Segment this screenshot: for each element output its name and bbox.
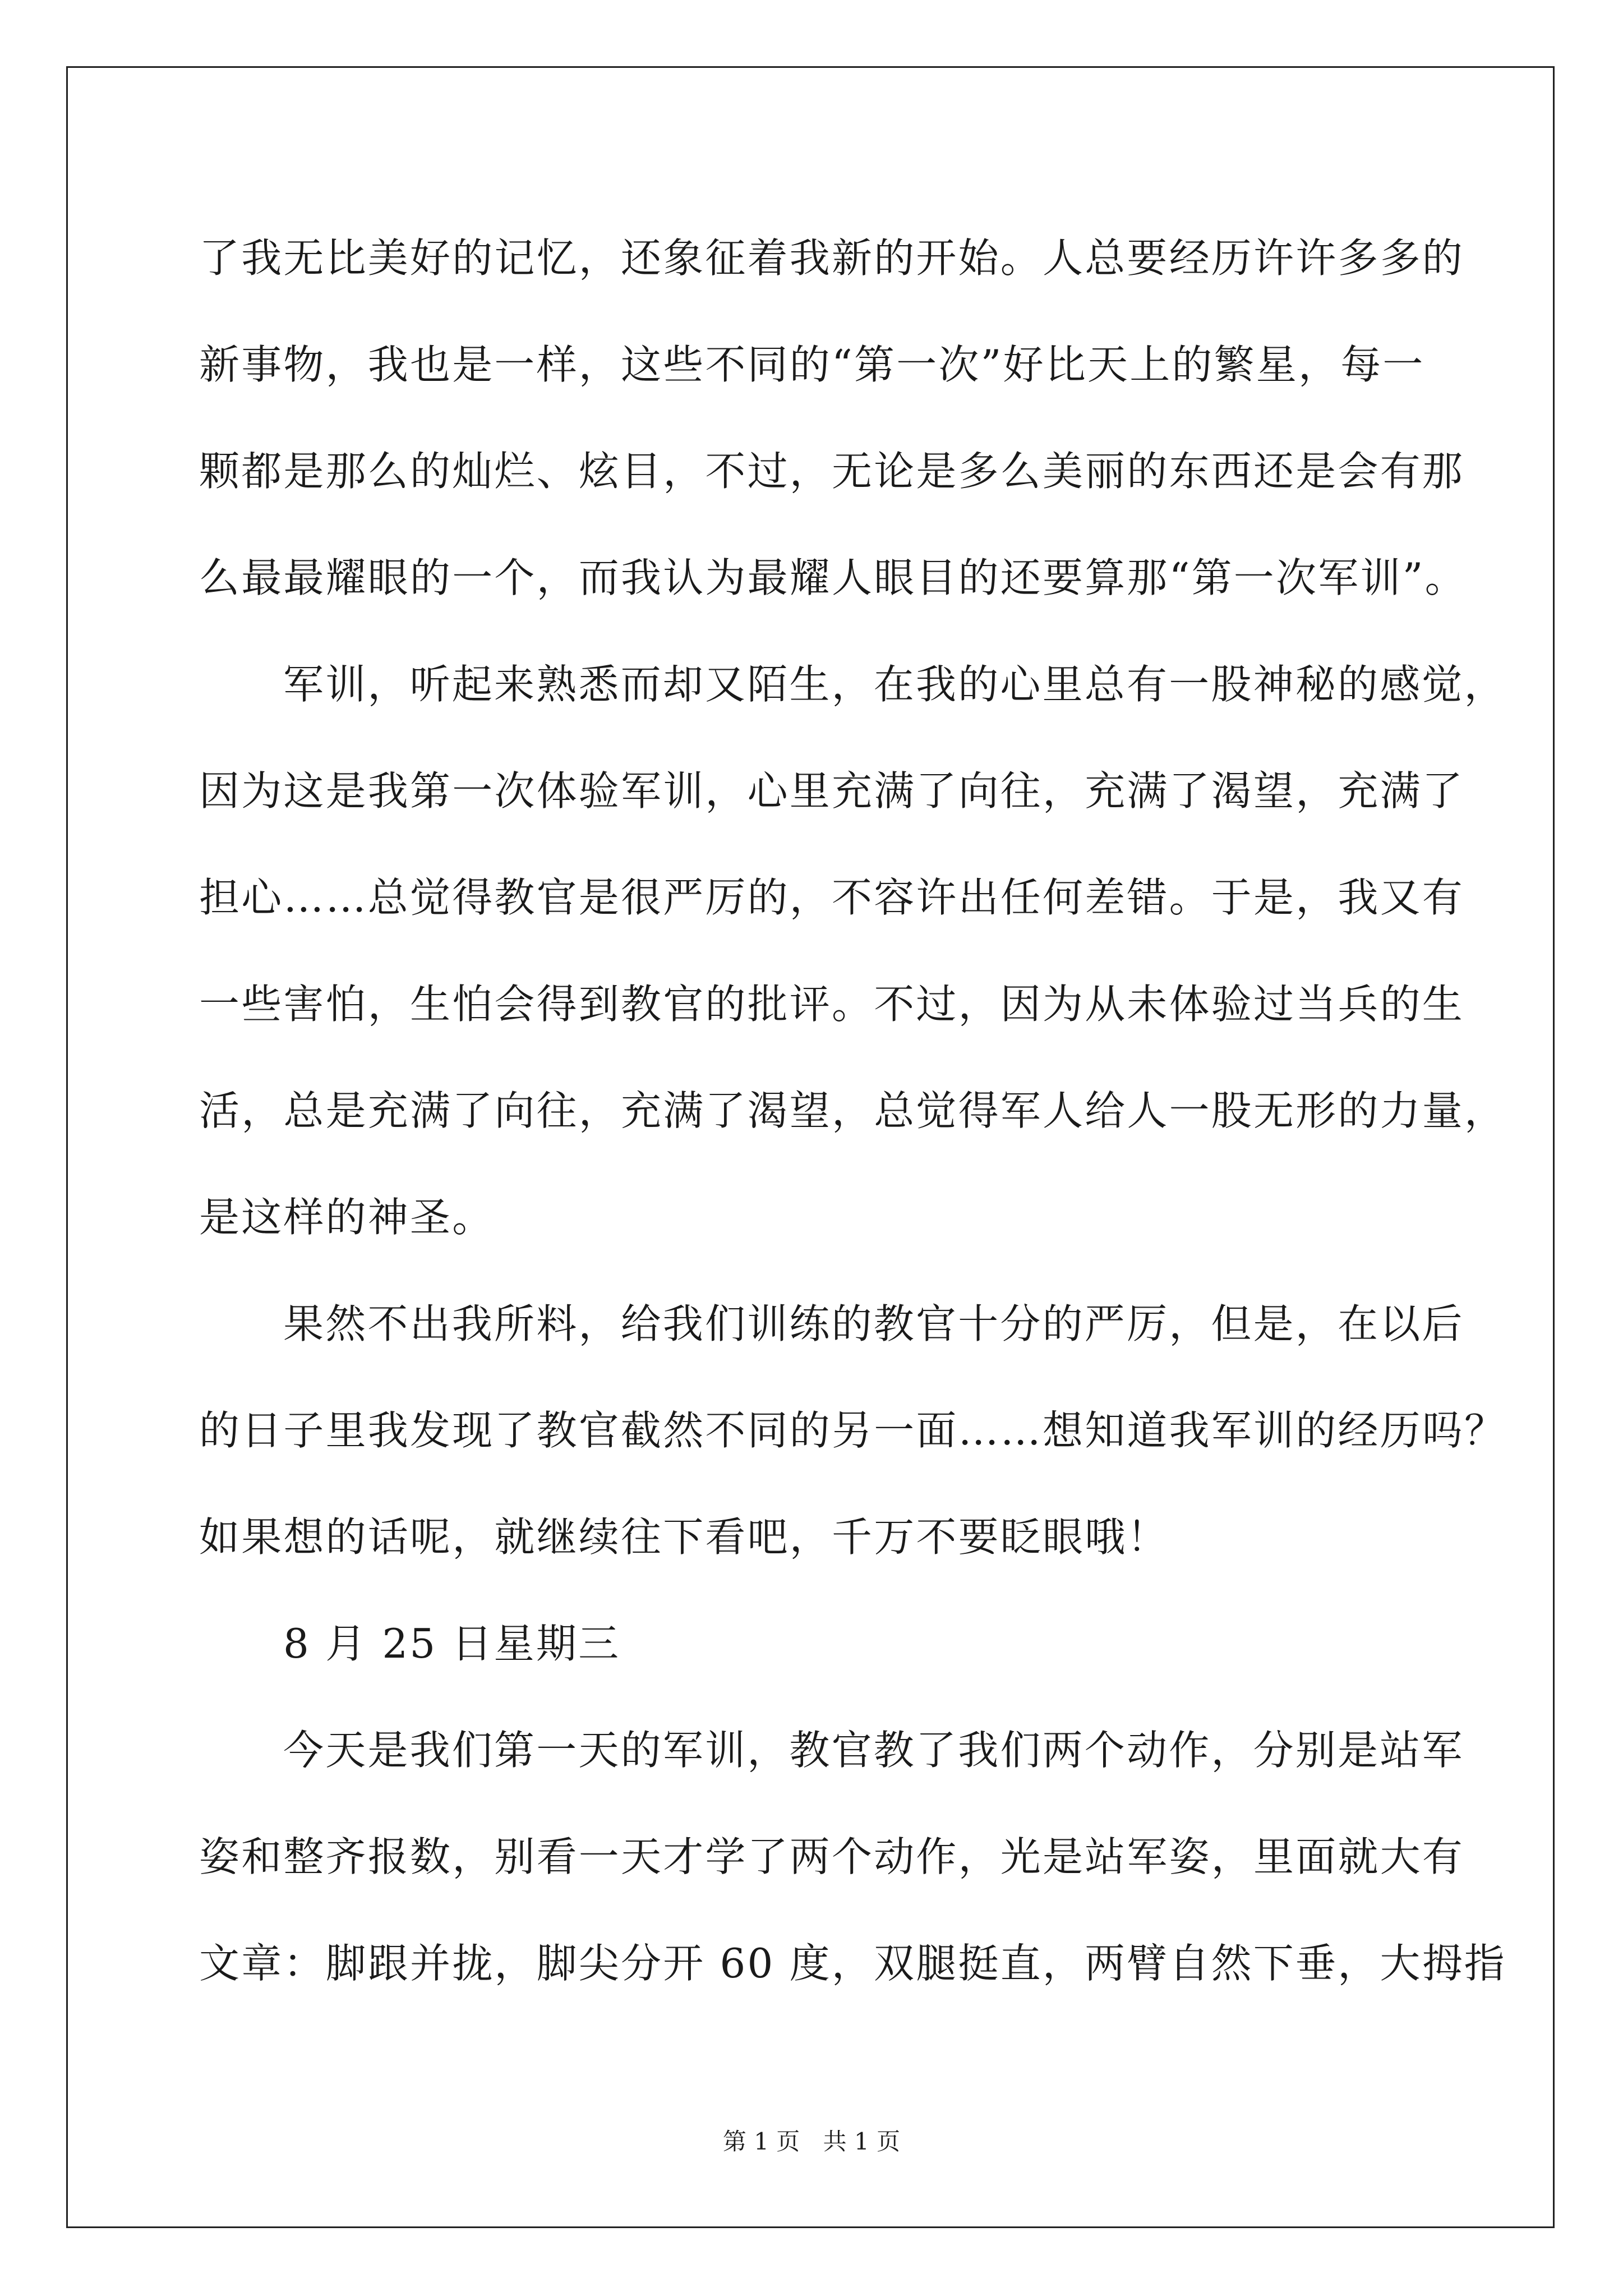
page-total: 共 1 页 bbox=[823, 2128, 901, 2155]
text-line: 颗都是那么的灿烂、炫目，不过，无论是多么美丽的东西还是会有那 bbox=[199, 448, 1465, 495]
text-line: 么最最耀眼的一个，而我认为最耀人眼目的还要算那“第一次军训”。 bbox=[199, 554, 1467, 601]
text-line: 文章：脚跟并拢，脚尖分开 60 度，双腿挺直，两臂自然下垂，大拇指 bbox=[199, 1940, 1506, 1987]
text-line: 的日子里我发现了教官截然不同的另一面……想知道我军训的经历吗？ bbox=[199, 1407, 1507, 1454]
text-line: 果然不出我所料，给我们训练的教官十分的严厉，但是，在以后 bbox=[283, 1300, 1464, 1347]
text-line: 担心……总觉得教官是很严厉的，不容许出任何差错。于是，我又有 bbox=[199, 874, 1465, 921]
text-line: 活，总是充满了向往，充满了渴望，总觉得军人给人一股无形的力量， bbox=[199, 1087, 1507, 1134]
text-line: 一些害怕，生怕会得到教官的批评。不过，因为从未体验过当兵的生 bbox=[199, 981, 1465, 1028]
text-line: 姿和整齐报数，别看一天才学了两个动作，光是站军姿，里面就大有 bbox=[199, 1833, 1465, 1880]
text-line: 新事物，我也是一样，这些不同的“第一次”好比天上的繁星，每一 bbox=[199, 341, 1425, 388]
page-footer bbox=[0, 2123, 1623, 2157]
text-line: 了我无比美好的记忆，还象征着我新的开始。人总要经历许许多多的 bbox=[199, 234, 1465, 282]
text-line: 因为这是我第一次体验军训，心里充满了向往，充满了渴望，充满了 bbox=[199, 767, 1465, 815]
text-line: 如果想的话呢，就继续往下看吧，千万不要眨眼哦！ bbox=[199, 1513, 1169, 1561]
text-line: 是这样的神圣。 bbox=[199, 1194, 495, 1241]
document-body bbox=[199, 205, 1507, 2017]
page-number: 第 1 页 bbox=[722, 2128, 800, 2155]
text-line: 今天是我们第一天的军训，教官教了我们两个动作，分别是站军 bbox=[283, 1727, 1464, 1774]
text-line: 军训，听起来熟悉而却又陌生，在我的心里总有一股神秘的感觉， bbox=[283, 661, 1506, 708]
date-heading: 8 月 25 日星期三 bbox=[283, 1620, 621, 1667]
